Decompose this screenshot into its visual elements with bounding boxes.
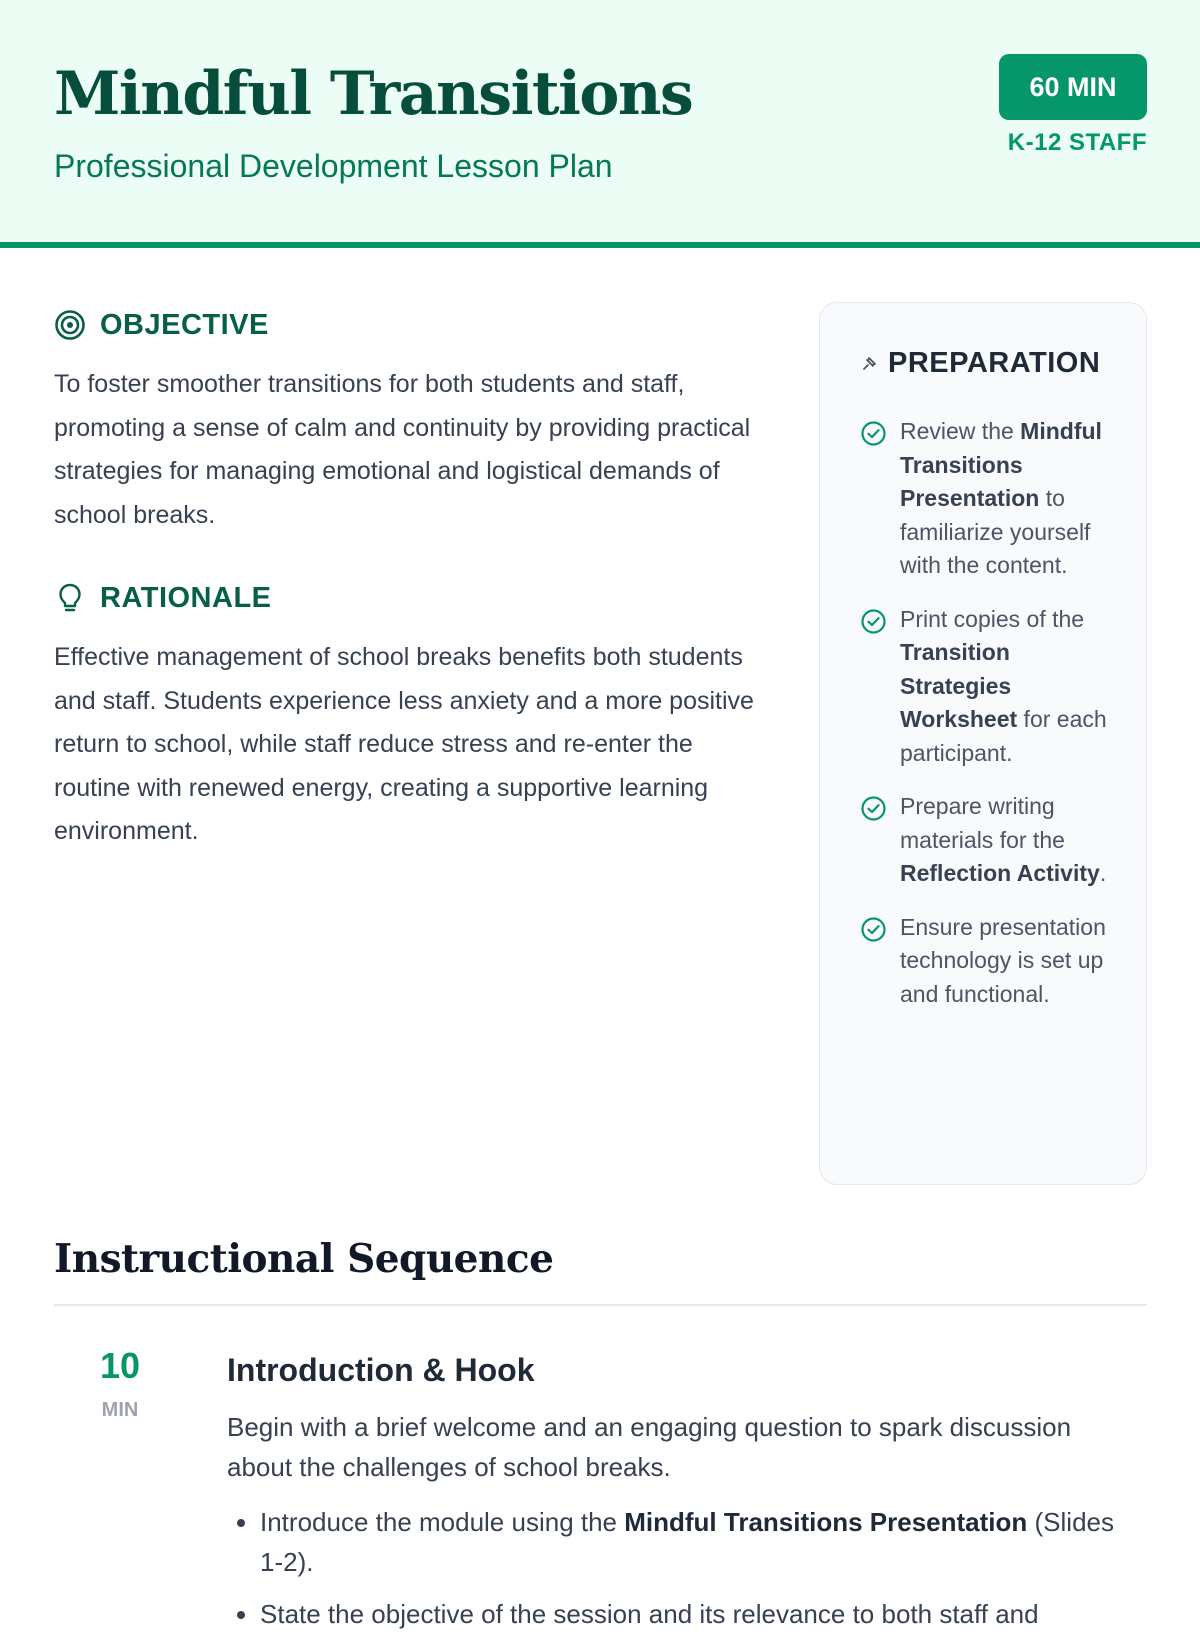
- preparation-item: Review the Mindful Transitions Presentation to familiarize yourself with the content.: [860, 415, 1120, 583]
- preparation-list: [860, 415, 1120, 1031]
- pin-icon: [860, 355, 878, 373]
- preparation-item: Ensure presentation technology is set up and functional.: [860, 911, 1120, 1012]
- divider: [54, 1304, 1147, 1306]
- target-icon: [54, 309, 86, 341]
- preparation-item: Print copies of the Transition Strategies Worksheet for each participant.: [860, 603, 1120, 771]
- step-title: Introduction & Hook: [227, 1352, 535, 1388]
- step-bullets: [260, 1502, 1120, 1646]
- step-minutes-unit: MIN: [101, 1399, 139, 1421]
- duration-badge: 60 MIN: [999, 54, 1147, 120]
- list-item: • Introduce the module using the Mindful Transitions Presentation (Slides 1-2).: [260, 1502, 1120, 1582]
- preparation-heading: [860, 347, 1100, 380]
- page-title: Mindful Transitions: [54, 59, 693, 129]
- rationale-text: Effective management of school breaks benefits both students and staff. Students experience less anxiety and a more positive return to school, while staff reduce stress and re-enter the routine with renewed energy, creating a supportive learning environment.: [54, 643, 754, 845]
- list-item: • State the objective of the session and its relevance to both staff and: [260, 1594, 1120, 1634]
- preparation-item: Prepare writing materials for the Reflection Activity.: [860, 790, 1120, 891]
- sequence-heading: Instructional Sequence: [54, 1236, 554, 1282]
- header: [0, 0, 1200, 248]
- page-subtitle: Professional Development Lesson Plan: [54, 148, 613, 184]
- preparation-label: PREPARATION: [888, 347, 1101, 379]
- check-circle-icon: [860, 916, 887, 943]
- step-minutes: 10: [99, 1345, 141, 1386]
- rationale-label: RATIONALE: [100, 581, 272, 614]
- check-circle-icon: [860, 608, 887, 635]
- objective-text: To foster smoother transitions for both students and staff, promoting a sense of calm and continuity by providing practical strategies for managing emotional and logistical demands of school breaks.: [54, 370, 751, 529]
- lightbulb-icon: [54, 582, 86, 614]
- step-description: Begin with a brief welcome and an engaging question to spark discussion about the challenges of school breaks.: [227, 1412, 1072, 1482]
- audience-label: K-12 STAFF: [1007, 129, 1147, 156]
- objective-label: OBJECTIVE: [100, 308, 269, 341]
- check-circle-icon: [860, 420, 887, 447]
- rationale-heading: [54, 578, 272, 618]
- preparation-card: [819, 302, 1147, 1185]
- objective-heading: [54, 305, 269, 345]
- check-circle-icon: [860, 795, 887, 822]
